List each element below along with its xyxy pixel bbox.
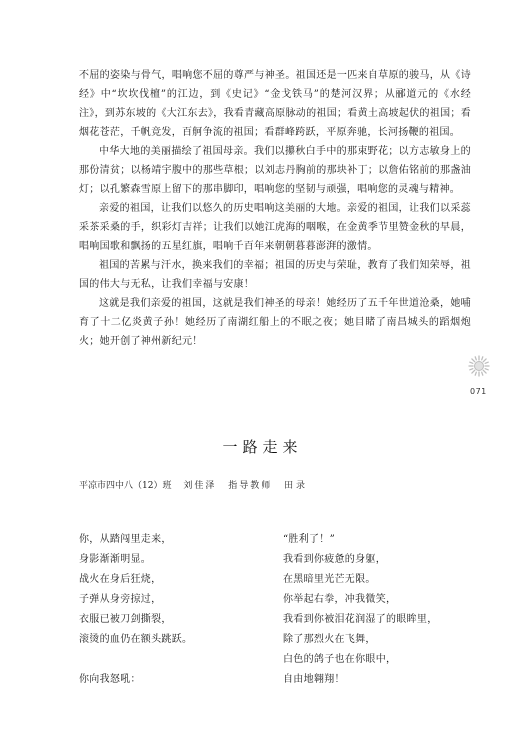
prose-section [79,66,471,351]
poem-line: 在黑暗里光芒无限。 [283,574,376,585]
prose-paragraph: 亲爱的祖国，让我们以悠久的历史唱响这美丽的大地。亲爱的祖国，让我们以采蕊采茶采桑的手，织彩灯吉祥；让我们以她江虎海的咽喉，在金黄季节里赞金秋的早晨，唱响国歌和飘扬的五星红旗，唱响千百年来朝朝暮暮澎湃的激情。 [79,203,471,252]
poem-line: 除了那烈火在飞舞， [283,634,376,645]
poem-line: 身影渐渐明显。 [79,554,152,565]
byline-teacher-label: 指导教师 [228,481,273,491]
folio-sunburst-ornament [468,355,490,377]
byline-author: 刘佳泽 [183,481,217,491]
poem-title: 一路走来 [222,438,303,456]
prose-paragraph: 中华大地的美丽描绘了祖国母亲。我们以攥秋白手中的那束野花；以方志敏身上的那份清贫；以杨靖宇腹中的那些草根；以刘志丹胸前的那块补丁；以詹佑铭前的那盏油灯；以孔繁森雪原上留下的那串脚印，唱响您的坚韧与顽强，唱响您的灵魂与精神。 [79,146,471,195]
poem-line: 子弹从身旁掠过， [79,594,162,605]
poem-line: 你向我怒吼： [79,674,141,685]
poem-stanza-gap [79,650,279,670]
poem-line: 滚烫的血仍在额头跳跃。 [79,634,193,645]
poem-line: 我看到你疲惫的身躯， [283,554,386,565]
prose-paragraph: 不屈的姿染与骨气，唱响您不屈的尊严与神圣。祖国还是一匹来自草原的骏马，从《诗经》中“坎坎伐檀”的江边，到《史记》“金戈铁马”的楚河汉界；从郦道元的《水经注》，到苏东坡的《大江东去》，我看青藏高原脉动的祖国；看黄土高坡起伏的祖国；看烟花苍茫，千帆竞发，百舸争流的祖国；看群峰跨跃，平原奔驰，长河扬鞭的祖国。 [79,70,471,138]
poem-line: “胜利了！” [283,534,336,545]
poem-line: 你举起右拳，冲我微笑， [283,594,397,605]
poem-byline [79,478,314,491]
poem-line: 自由地翱翔！ [283,674,345,685]
page-number: 071 [470,387,487,396]
prose-paragraph: 祖国的苦累与汗水，换来我们的幸福；祖国的历史与荣耻，教育了我们知荣辱，祖国的伟大与无私，让我们幸福与安康！ [79,260,471,290]
poem-column-left [79,530,279,690]
byline-teacher: 田 录 [284,481,305,491]
prose-paragraph: 这就是我们亲爱的祖国，这就是我们神圣的母亲！她经历了五千年世道沧桑，她哺育了十二亿炎黄子孙！她经历了南湖红船上的不眠之夜；她目睹了南昌城头的蹈烟炮火；她开创了神州新纪元！ [79,298,471,347]
poem-line: 我看到你被泪花润湿了的眼眸里， [283,614,438,625]
poem-line: 衣服已被刀剑撕裂， [79,614,172,625]
poem-line: 战火在身后狂烧， [79,574,162,585]
poem-line: 白色的鸽子也在你眼中， [283,654,397,665]
byline-school-class: 平凉市四中八（12）班 [79,481,172,491]
poem-line: 你，从踏闯里走来， [79,534,172,545]
poem-column-right [283,530,483,690]
